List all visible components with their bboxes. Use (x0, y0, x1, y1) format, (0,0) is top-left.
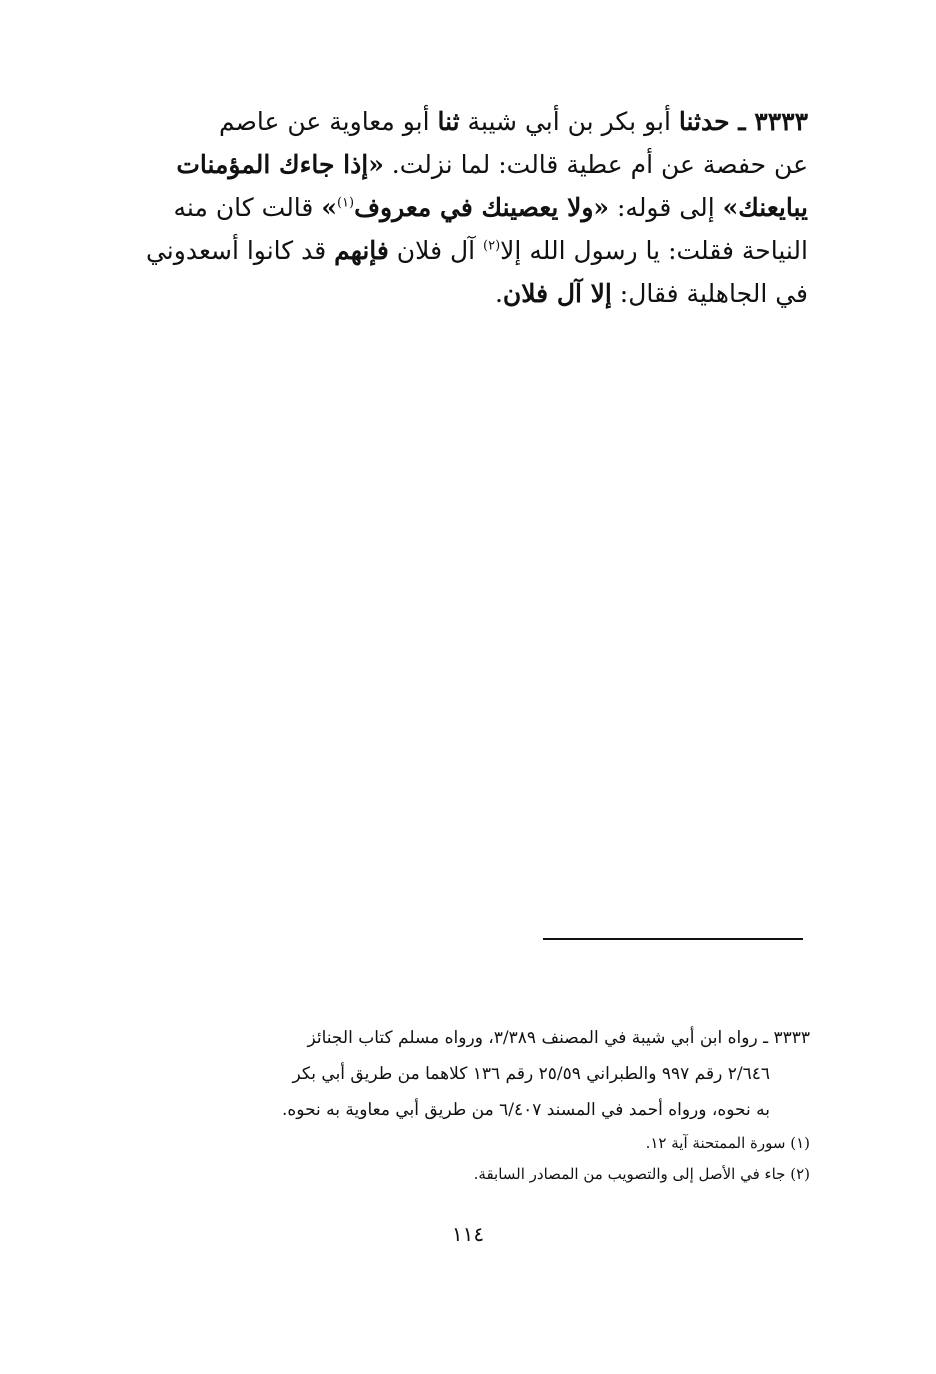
hadith-text-segment: ثنا (437, 107, 460, 136)
quran-quote: » (321, 193, 337, 222)
takhrij-line-1: ٣٣٣٣ ـ رواه ابن أبي شيبة في المصنف ٣/٣٨٩، ورواه مسلم كتاب الجنائز (307, 1028, 810, 1048)
page-number: ١١٤ (451, 1222, 485, 1246)
hadith-text-segment: عن حفصة عن أم عطية قالت: لما نزلت. (383, 150, 808, 179)
hadith-text-segment: . (494, 279, 503, 308)
hadith-text-segment: النياحة فقلت: يا رسول الله إلا (500, 236, 808, 265)
hadith-text-segment: آل فلان (388, 236, 484, 265)
hadith-number: ٣٣٣٣ ـ حدثنا (678, 107, 808, 136)
footnote-ref: (١) (336, 195, 355, 211)
hadith-text-segment: إلى قوله: (609, 193, 723, 222)
hadith-text-segment: أبو بكر بن أبي شيبة (459, 107, 679, 136)
quran-quote: يبايعنك» (722, 193, 808, 222)
footnotes-section (125, 1020, 810, 1190)
footnote-divider (543, 938, 803, 940)
takhrij-line-2: ٢/٦٤٦ رقم ٩٩٧ والطبراني ٢٥/٥٩ رقم ١٣٦ كلاهما من طريق أبي بكر (292, 1064, 770, 1084)
footnote-ref: (٢) (483, 238, 501, 254)
quran-quote: «ولا يعصينك في معروف (354, 193, 610, 222)
hadith-text-segment: فإنهم (334, 236, 389, 265)
hadith-text-segment: أبو معاوية عن عاصم (219, 107, 438, 136)
hadith-line-1 (128, 100, 808, 143)
footnote-2: (٢) جاء في الأصل إلى والتصويب من المصادر السابقة. (473, 1165, 810, 1183)
quran-quote: «إذا جاءك المؤمنات (176, 150, 384, 179)
hadith-text (128, 100, 808, 315)
footnote-1: (١) سورة الممتحنة آية ١٢. (645, 1134, 810, 1152)
hadith-line-4 (128, 229, 808, 272)
hadith-text-segment: في الجاهلية فقال: (611, 279, 808, 308)
takhrij-line-3: به نحوه، ورواه أحمد في المسند ٦/٤٠٧ من طريق أبي معاوية به نحوه. (281, 1100, 770, 1120)
hadith-text-segment: إلا آل فلان (502, 279, 612, 308)
hadith-text-segment: قد كانوا أسعدوني (145, 236, 335, 265)
hadith-line-2 (128, 143, 808, 186)
hadith-line-3 (128, 186, 808, 229)
hadith-text-segment: قالت كان منه (173, 193, 322, 222)
hadith-line-5 (128, 272, 808, 315)
